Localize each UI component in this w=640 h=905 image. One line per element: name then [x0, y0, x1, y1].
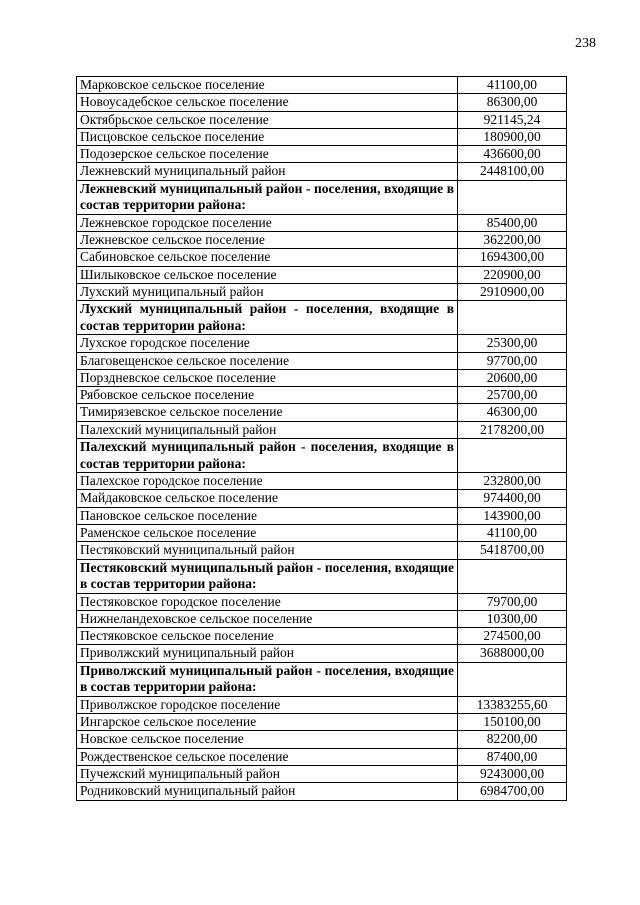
amount-cell: 436600,00 [458, 146, 567, 163]
table-row [77, 524, 567, 541]
table-row [77, 283, 567, 300]
amount-cell: 2178200,00 [458, 421, 567, 438]
table-row [77, 783, 567, 800]
amount-cell: 97700,00 [458, 352, 567, 369]
territory-name-cell: Пестяковское городское поселение [77, 593, 458, 610]
table-row [77, 765, 567, 782]
table-row [77, 163, 567, 180]
territory-name-cell: Новское сельское поселение [77, 731, 458, 748]
territory-name-cell: Майдаковское сельское поселение [77, 490, 458, 507]
table-section-heading-row [77, 301, 567, 335]
amount-cell: 143900,00 [458, 507, 567, 524]
territory-name-cell: Нижнеландеховское сельское поселение [77, 610, 458, 627]
table-row [77, 128, 567, 145]
amount-cell: 87400,00 [458, 748, 567, 765]
amount-cell: 13383255,60 [458, 696, 567, 713]
page-number: 238 [575, 36, 596, 51]
amount-cell: 220900,00 [458, 266, 567, 283]
table-row [77, 748, 567, 765]
table-row [77, 628, 567, 645]
amount-cell [458, 180, 567, 214]
amount-cell: 82200,00 [458, 731, 567, 748]
amount-cell: 86300,00 [458, 94, 567, 111]
amount-cell: 41100,00 [458, 77, 567, 94]
amount-cell: 150100,00 [458, 714, 567, 731]
territory-name-cell: Раменское сельское поселение [77, 524, 458, 541]
amount-cell: 180900,00 [458, 128, 567, 145]
table-section-heading-row [77, 662, 567, 696]
table-row [77, 731, 567, 748]
table-row [77, 473, 567, 490]
section-heading-cell: Пестяковский муниципальный район - поселения, входящие в состав территории района: [77, 559, 458, 593]
table-row [77, 387, 567, 404]
territory-name-cell: Рябовское сельское поселение [77, 387, 458, 404]
amount-cell [458, 662, 567, 696]
amount-cell: 20600,00 [458, 369, 567, 386]
territory-name-cell: Пучежский муниципальный район [77, 765, 458, 782]
amount-cell: 25300,00 [458, 335, 567, 352]
territory-name-cell: Лежневское городское поселение [77, 214, 458, 231]
amount-cell: 362200,00 [458, 232, 567, 249]
territory-name-cell: Писцовское сельское поселение [77, 128, 458, 145]
table-row [77, 214, 567, 231]
table-section-heading-row [77, 559, 567, 593]
table-row [77, 352, 567, 369]
table-row [77, 111, 567, 128]
territory-name-cell: Пановское сельское поселение [77, 507, 458, 524]
amount-cell: 79700,00 [458, 593, 567, 610]
amount-cell: 232800,00 [458, 473, 567, 490]
territory-name-cell: Ингарское сельское поселение [77, 714, 458, 731]
amount-cell: 5418700,00 [458, 542, 567, 559]
table-row [77, 610, 567, 627]
territory-name-cell: Лежневский муниципальный район [77, 163, 458, 180]
table-row [77, 146, 567, 163]
territory-name-cell: Лухское городское поселение [77, 335, 458, 352]
amount-cell [458, 439, 567, 473]
amount-cell [458, 559, 567, 593]
table-row [77, 335, 567, 352]
territory-name-cell: Октябрьское сельское поселение [77, 111, 458, 128]
amount-cell: 921145,24 [458, 111, 567, 128]
table-row [77, 421, 567, 438]
territory-name-cell: Палехское городское поселение [77, 473, 458, 490]
table-row [77, 266, 567, 283]
table-row [77, 404, 567, 421]
territory-name-cell: Рождественское сельское поселение [77, 748, 458, 765]
territory-name-cell: Лухский муниципальный район [77, 283, 458, 300]
amount-cell: 46300,00 [458, 404, 567, 421]
budget-table [76, 76, 567, 801]
territory-name-cell: Порздневское сельское поселение [77, 369, 458, 386]
amount-cell: 274500,00 [458, 628, 567, 645]
amount-cell: 974400,00 [458, 490, 567, 507]
amount-cell [458, 301, 567, 335]
table-row [77, 507, 567, 524]
territory-name-cell: Пестяковское сельское поселение [77, 628, 458, 645]
amount-cell: 25700,00 [458, 387, 567, 404]
amount-cell: 9243000,00 [458, 765, 567, 782]
territory-name-cell: Родниковский муниципальный район [77, 783, 458, 800]
amount-cell: 41100,00 [458, 524, 567, 541]
table-row [77, 94, 567, 111]
amount-cell: 1694300,00 [458, 249, 567, 266]
table-row [77, 249, 567, 266]
territory-name-cell: Подозерское сельское поселение [77, 146, 458, 163]
table-row [77, 542, 567, 559]
territory-name-cell: Сабиновское сельское поселение [77, 249, 458, 266]
amount-cell: 2448100,00 [458, 163, 567, 180]
territory-name-cell: Приволжский муниципальный район [77, 645, 458, 662]
table-row [77, 232, 567, 249]
table-row [77, 593, 567, 610]
table-section-heading-row [77, 180, 567, 214]
territory-name-cell: Палехский муниципальный район [77, 421, 458, 438]
table-row [77, 77, 567, 94]
table-row [77, 369, 567, 386]
section-heading-cell: Палехский муниципальный район - поселения, входящие в состав территории района: [77, 439, 458, 473]
table-section-heading-row [77, 439, 567, 473]
amount-cell: 85400,00 [458, 214, 567, 231]
territory-name-cell: Лежневское сельское поселение [77, 232, 458, 249]
amount-cell: 3688000,00 [458, 645, 567, 662]
territory-name-cell: Пестяковский муниципальный район [77, 542, 458, 559]
section-heading-cell: Лежневский муниципальный район - поселения, входящие в состав территории района: [77, 180, 458, 214]
amount-cell: 2910900,00 [458, 283, 567, 300]
territory-name-cell: Тимирязевское сельское поселение [77, 404, 458, 421]
territory-name-cell: Благовещенское сельское поселение [77, 352, 458, 369]
table-row [77, 696, 567, 713]
table-row [77, 714, 567, 731]
section-heading-cell: Лухский муниципальный район - поселения, входящие в состав территории района: [77, 301, 458, 335]
territory-name-cell: Шилыковское сельское поселение [77, 266, 458, 283]
amount-cell: 10300,00 [458, 610, 567, 627]
table-row [77, 645, 567, 662]
territory-name-cell: Марковское сельское поселение [77, 77, 458, 94]
territory-name-cell: Новоусадебское сельское поселение [77, 94, 458, 111]
amount-cell: 6984700,00 [458, 783, 567, 800]
table-row [77, 490, 567, 507]
territory-name-cell: Приволжское городское поселение [77, 696, 458, 713]
section-heading-cell: Приволжский муниципальный район - поселения, входящие в состав территории района: [77, 662, 458, 696]
budget-table-body [77, 77, 567, 801]
